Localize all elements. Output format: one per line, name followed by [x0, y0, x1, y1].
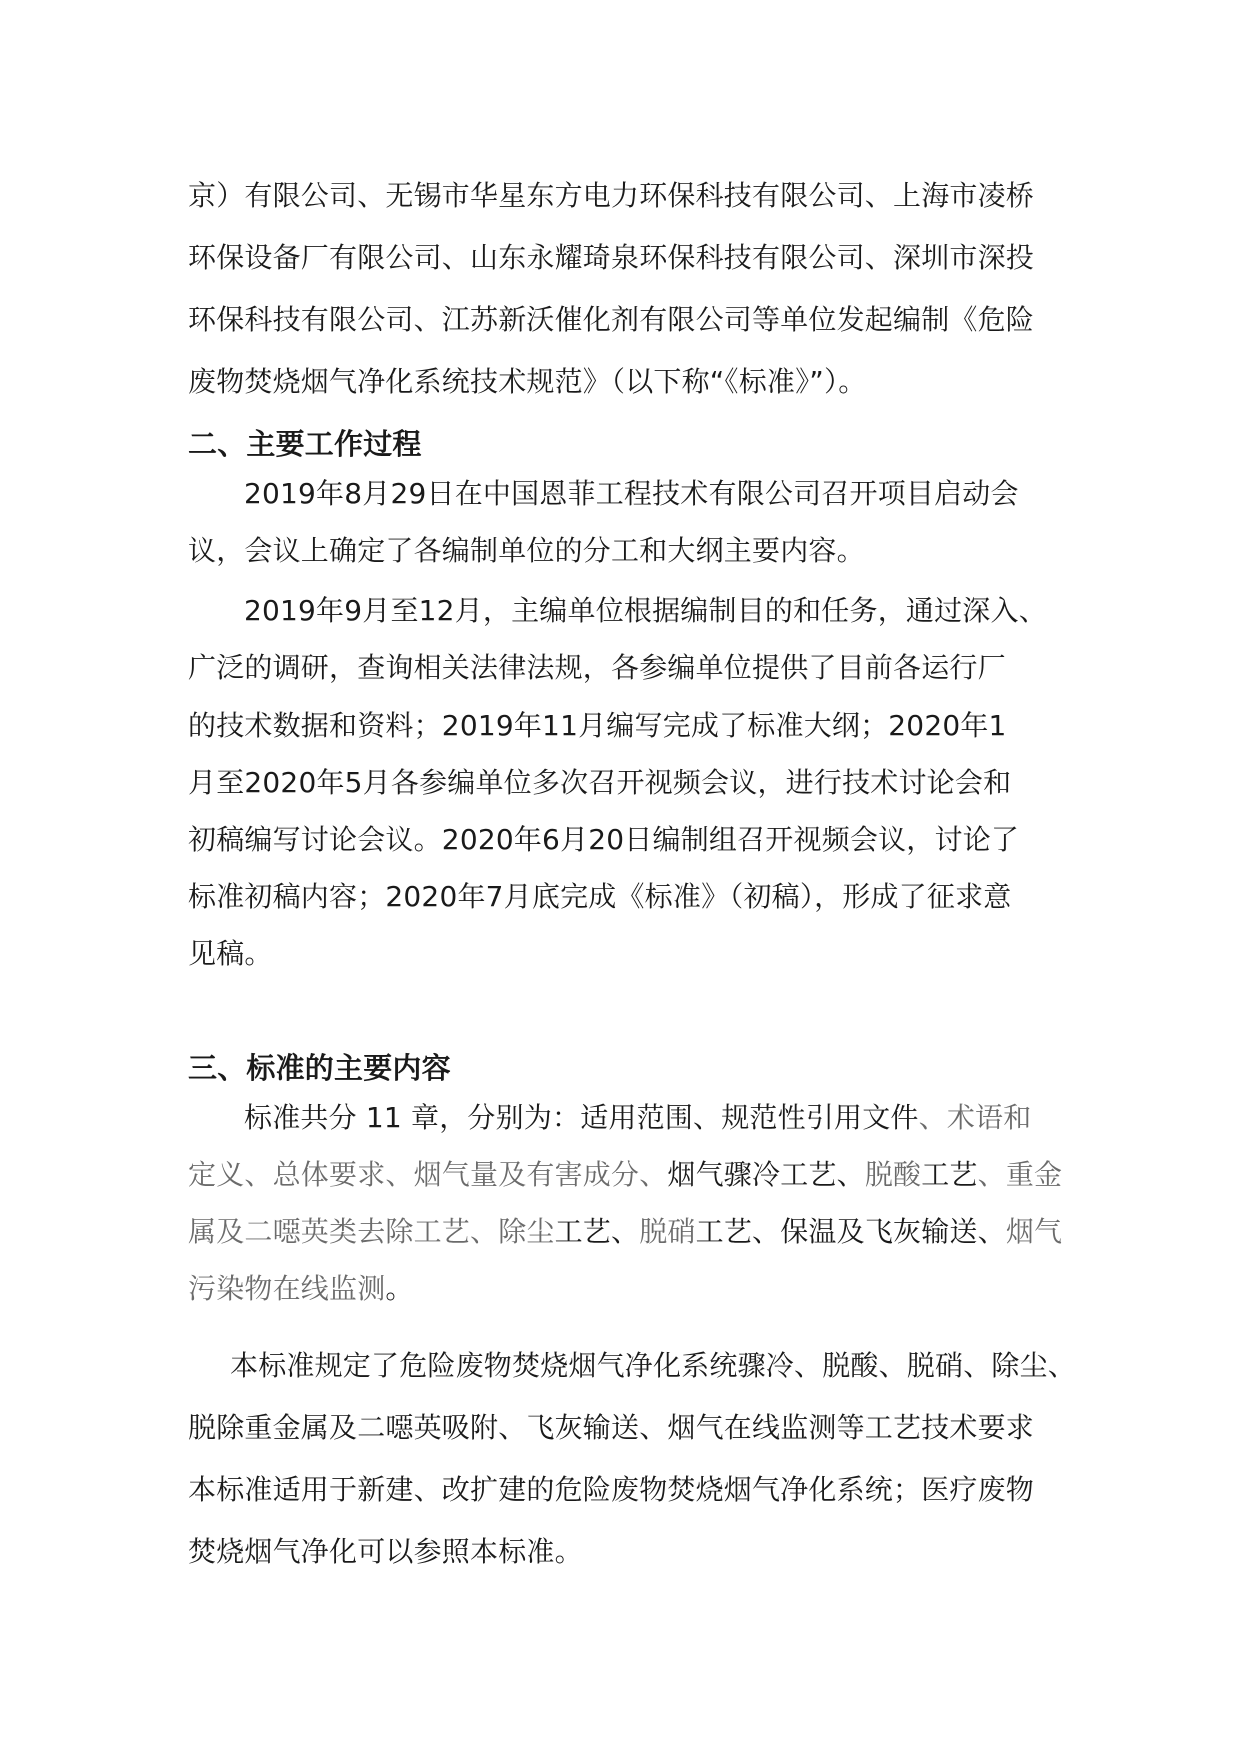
- paragraph-line: [188, 1155, 1062, 1195]
- intro-line: 环保设备厂有限公司、山东永耀琦泉环保科技有限公司、深圳市深投: [188, 241, 1035, 274]
- text-segment-gray: 、重金: [977, 1158, 1063, 1191]
- paragraph-line: 初稿编写讨论会议。2020年6月20日编制组召开视频会议，讨论了: [188, 823, 1020, 856]
- paragraph-line: 见稿。: [188, 937, 273, 970]
- text-segment: 工艺、保温及飞灰输送、: [695, 1215, 1006, 1248]
- text-segment-gray: 污染物在线监测: [188, 1272, 386, 1305]
- text-segment-gray: 脱酸: [864, 1158, 922, 1191]
- intro-line: 环保科技有限公司、江苏新沃催化剂有限公司等单位发起编制《危险: [188, 303, 1035, 336]
- intro-line: 废物焚烧烟气净化系统技术规范》（以下称“《标准》”）。: [188, 365, 867, 398]
- text-segment-gray: 属及二噁英类去除工艺、除尘: [188, 1215, 555, 1248]
- intro-line: 京）有限公司、无锡市华星东方电力环保科技有限公司、上海市凌桥: [188, 179, 1035, 212]
- text-segment-gray: 脱硝: [639, 1215, 696, 1248]
- paragraph-line: 月至2020年5月各参编单位多次召开视频会议，进行技术讨论会和: [188, 766, 1012, 799]
- text-segment: 工艺: [921, 1158, 978, 1191]
- paragraph-line: 本标准规定了危险废物焚烧烟气净化系统骤冷、脱酸、脱硝、除尘、: [230, 1349, 1077, 1382]
- paragraph-line: 广泛的调研，查询相关法律法规，各参编单位提供了目前各运行厂: [188, 651, 1006, 684]
- text-segment-gray: 烟气: [1005, 1215, 1063, 1248]
- text-segment-gray: 定义、总体要求、烟气量及有害成分、: [188, 1158, 668, 1191]
- paragraph-line: 焚烧烟气净化可以参照本标准。: [188, 1535, 583, 1568]
- paragraph-line: 2019年8月29日在中国恩菲工程技术有限公司召开项目启动会: [244, 477, 1019, 510]
- paragraph-line: 的技术数据和资料；2019年11月编写完成了标准大纲；2020年1: [188, 709, 1007, 742]
- paragraph-line: [188, 1269, 414, 1309]
- paragraph-line: [244, 1098, 1031, 1138]
- section-heading-work-process: 二、主要工作过程: [188, 427, 422, 461]
- text-segment-gray: 、术语和: [918, 1101, 1032, 1134]
- paragraph-line: 标准初稿内容；2020年7月底完成《标准》（初稿），形成了征求意: [188, 880, 1012, 913]
- section-heading-main-content: 三、标准的主要内容: [188, 1051, 451, 1085]
- paragraph-line: 议，会议上确定了各编制单位的分工和大纲主要内容。: [188, 534, 865, 567]
- text-segment: 标准共分 11 章，分别为：适用范围、规范性引用文件: [244, 1101, 919, 1134]
- text-segment: 工艺、: [554, 1215, 640, 1248]
- text-segment: 。: [385, 1272, 414, 1305]
- text-segment: 烟气骤冷工艺、: [667, 1158, 865, 1191]
- paragraph-line: 本标准适用于新建、改扩建的危险废物焚烧烟气净化系统；医疗废物: [188, 1473, 1035, 1506]
- paragraph-line: [188, 1212, 1062, 1252]
- paragraph-line: 脱除重金属及二噁英吸附、飞灰输送、烟气在线监测等工艺技术要求: [188, 1411, 1035, 1444]
- paragraph-line: 2019年9月至12月，主编单位根据编制目的和任务，通过深入、: [244, 594, 1047, 627]
